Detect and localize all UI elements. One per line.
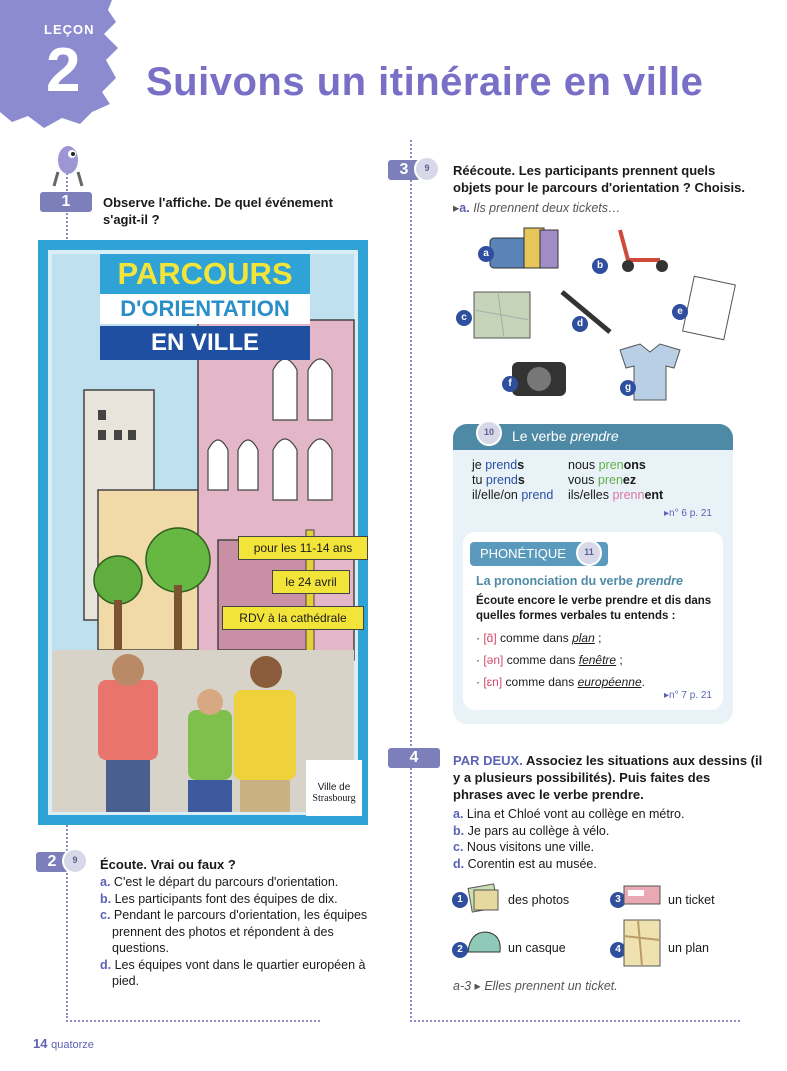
cd-track-icon: 9 [414,156,440,182]
logo-line2: Strasbourg [312,793,356,804]
exercise-4-example: a-3 ▸ Elles prennent un ticket. [453,979,618,993]
list-item: b. Je pars au collège à vélo. [453,823,610,838]
page-footer [33,1036,94,1051]
cd-track-icon: 11 [576,540,602,566]
list-item: c. Pendant le parcours d'orientation, les équipes prennent des photos et répondent à des questions. [100,908,368,955]
exercise-4-badge: 4 [388,748,440,768]
object-label-f: f [502,376,518,392]
exercise-1-instruction: Observe l'affiche. De quel événement s'agit-il ? [103,195,333,227]
list-item: a. Lina et Chloé vont au collège en métro. [453,807,685,821]
poster-sign-age: pour les 11-14 ans [238,536,368,560]
list-item: · [ən] comme dans fenêtre ; [476,653,623,667]
page-title: Suivons un itinéraire en ville [146,60,704,104]
phonetics-tag: PHONÉTIQUE [470,542,608,566]
picto-label: des photos [508,893,570,907]
picto-label: un ticket [668,893,715,907]
list-item: c. Nous visitons une ville. [453,840,595,854]
list-item: · [ɛn] comme dans européenne. [476,675,645,689]
phonetics-list [476,630,716,690]
scooter-icon [620,230,668,272]
conjugation-row: tu prends vous prenez [472,473,637,487]
grammar-reference: ▸n° 6 p. 21 [664,508,712,519]
logo-line1: Ville de [317,782,351,793]
exercise-3-example: ▸a. Ils prennent deux tickets… [453,201,621,215]
cd-track-icon: 9 [62,848,88,874]
list-paper-icon [683,276,736,340]
exercise-1-badge: 1 [40,192,92,212]
exercise-4-list [453,806,753,872]
poster-sign-date: le 24 avril [272,570,350,594]
exercise-2-instruction: Écoute. Vrai ou faux ? [100,857,236,872]
ticket-icon [622,882,662,910]
exercise-2-list [100,874,380,990]
object-label-e: e [672,304,688,320]
object-label-c: c [456,310,472,326]
helmet-icon [464,926,504,966]
phonetics-instruction: Écoute encore le verbe prendre et dis dans quelles formes verbales tu entends : [476,595,712,622]
poster-title-line3: EN VILLE [100,326,310,360]
exercise-2-badge: 2 [36,852,68,872]
object-label-g: g [620,380,636,396]
mascot-icon [48,142,88,188]
conjugation-row: il/elle/on prend ils/elles prennent [472,488,664,502]
exercise-4-instruction: PAR DEUX. Associez les situations aux dessins (il y a plusieurs possibilités). Puis faites des phrases avec le verbe prendre. [453,753,763,802]
poster-title-line2: D'ORIENTATION [100,294,310,324]
list-item: d. Les équipes vont dans le quartier européen à pied. [100,957,366,988]
conjugation-table [472,458,732,503]
poster-sign-meeting: RDV à la cathédrale [222,606,364,630]
object-label-a: a [478,246,494,262]
right-bottom-divider [410,1020,740,1022]
exercise-3-badge: 3 [388,160,420,180]
cd-track-icon: 10 [476,420,502,446]
picto-label: un casque [508,941,566,955]
event-poster [38,240,368,825]
picto-label: un plan [668,941,710,955]
photos-icon [466,880,502,916]
list-item: d. Corentin est au musée. [453,856,597,871]
phonetics-reference: ▸n° 7 p. 21 [664,690,712,701]
camera-icon [512,362,566,396]
object-label-d: d [572,316,588,332]
object-label-b: b [592,258,608,274]
right-column-divider [410,140,412,1018]
list-item: a. C'est le départ du parcours d'orientation. [100,875,339,889]
lecon-number: 2 [46,36,81,105]
page-word: quatorze [51,1039,94,1051]
map-icon [474,292,530,338]
poster-title-line1: PARCOURS [100,254,310,294]
exercise-3-instruction: Réécoute. Les participants prennent quels objets pour le parcours d'orientation ? Choisis. [453,163,746,195]
left-bottom-divider [66,1020,320,1022]
grammar-box-title: Le verbe prendre [512,428,619,444]
picto-number: 3 [610,892,626,908]
phonetics-subtitle: La prononciation du verbe prendre [476,574,683,588]
picto-number: 1 [452,892,468,908]
picto-number: 4 [610,942,626,958]
list-item: · [ɑ̃] comme dans plan ; [476,631,602,645]
page-number: 14 [33,1036,48,1051]
conjugation-row: je prends nous prenons [472,458,646,472]
lecon-label: LEÇON [44,22,95,37]
strasbourg-logo [306,760,362,816]
picto-number: 2 [452,942,468,958]
tickets-icon [490,228,558,268]
list-item: b. Les participants font des équipes de dix. [100,891,338,906]
city-map-icon [622,918,662,968]
